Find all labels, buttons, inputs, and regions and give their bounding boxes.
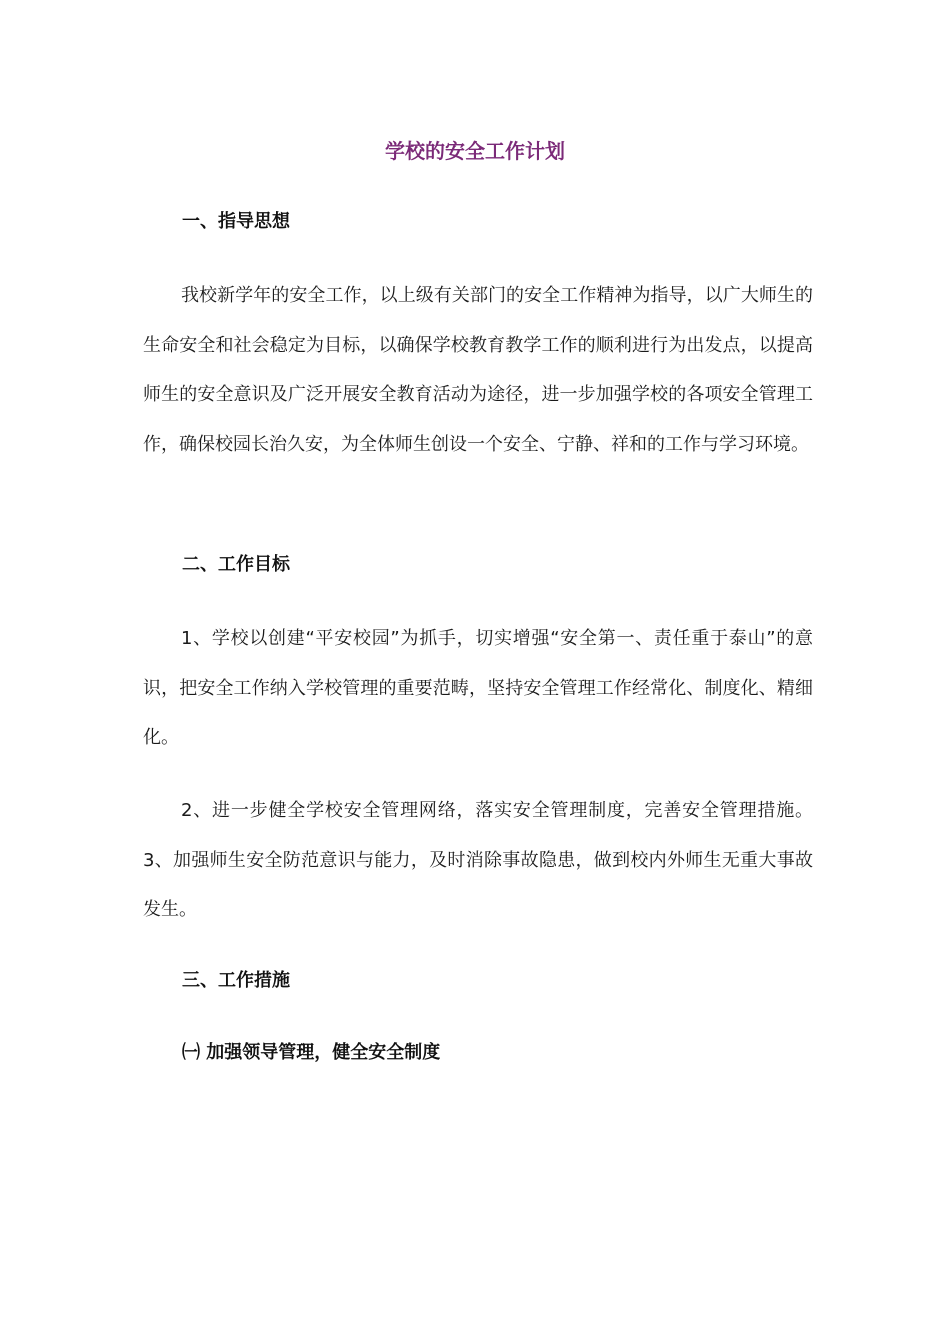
document-title: 学校的安全工作计划 xyxy=(385,139,565,163)
paragraph-goal-2-3: 2、进一步健全学校安全管理网络，落实安全管理制度，完善安全管理措施。 3、加强师生安全防范意识与能力，及时消除事故隐患，做到校内外师生无重大事故发生。 xyxy=(143,800,813,920)
section-heading-work-goals: 二、工作目标 xyxy=(182,554,290,575)
paragraph-goal-1: 1、学校以创建“平安校园”为抓手，切实增强“安全第一、责任重于泰山”的意识，把安全工作纳入学校管理的重要范畴，坚持安全管理工作经常化、制度化、精细化。 xyxy=(143,628,813,748)
section-heading-guiding-thought: 一、指导思想 xyxy=(182,211,290,232)
section-heading-work-measures: 三、工作措施 xyxy=(182,970,290,991)
subsection-heading-leadership: ㈠ 加强领导管理，健全安全制度 xyxy=(182,1042,441,1063)
paragraph-guiding-thought: 我校新学年的安全工作，以上级有关部门的安全工作精神为指导，以广大师生的生命安全和社会稳定为目标，以确保学校教育教学工作的顺利进行为出发点，以提高师生的安全意识及广泛开展安全教育活动为途径，进一步加强学校的各项安全管理工作，确保校园长治久安，为全体师生创设一个安全、宁静、祥和的工作与学习环境。 xyxy=(143,285,813,455)
